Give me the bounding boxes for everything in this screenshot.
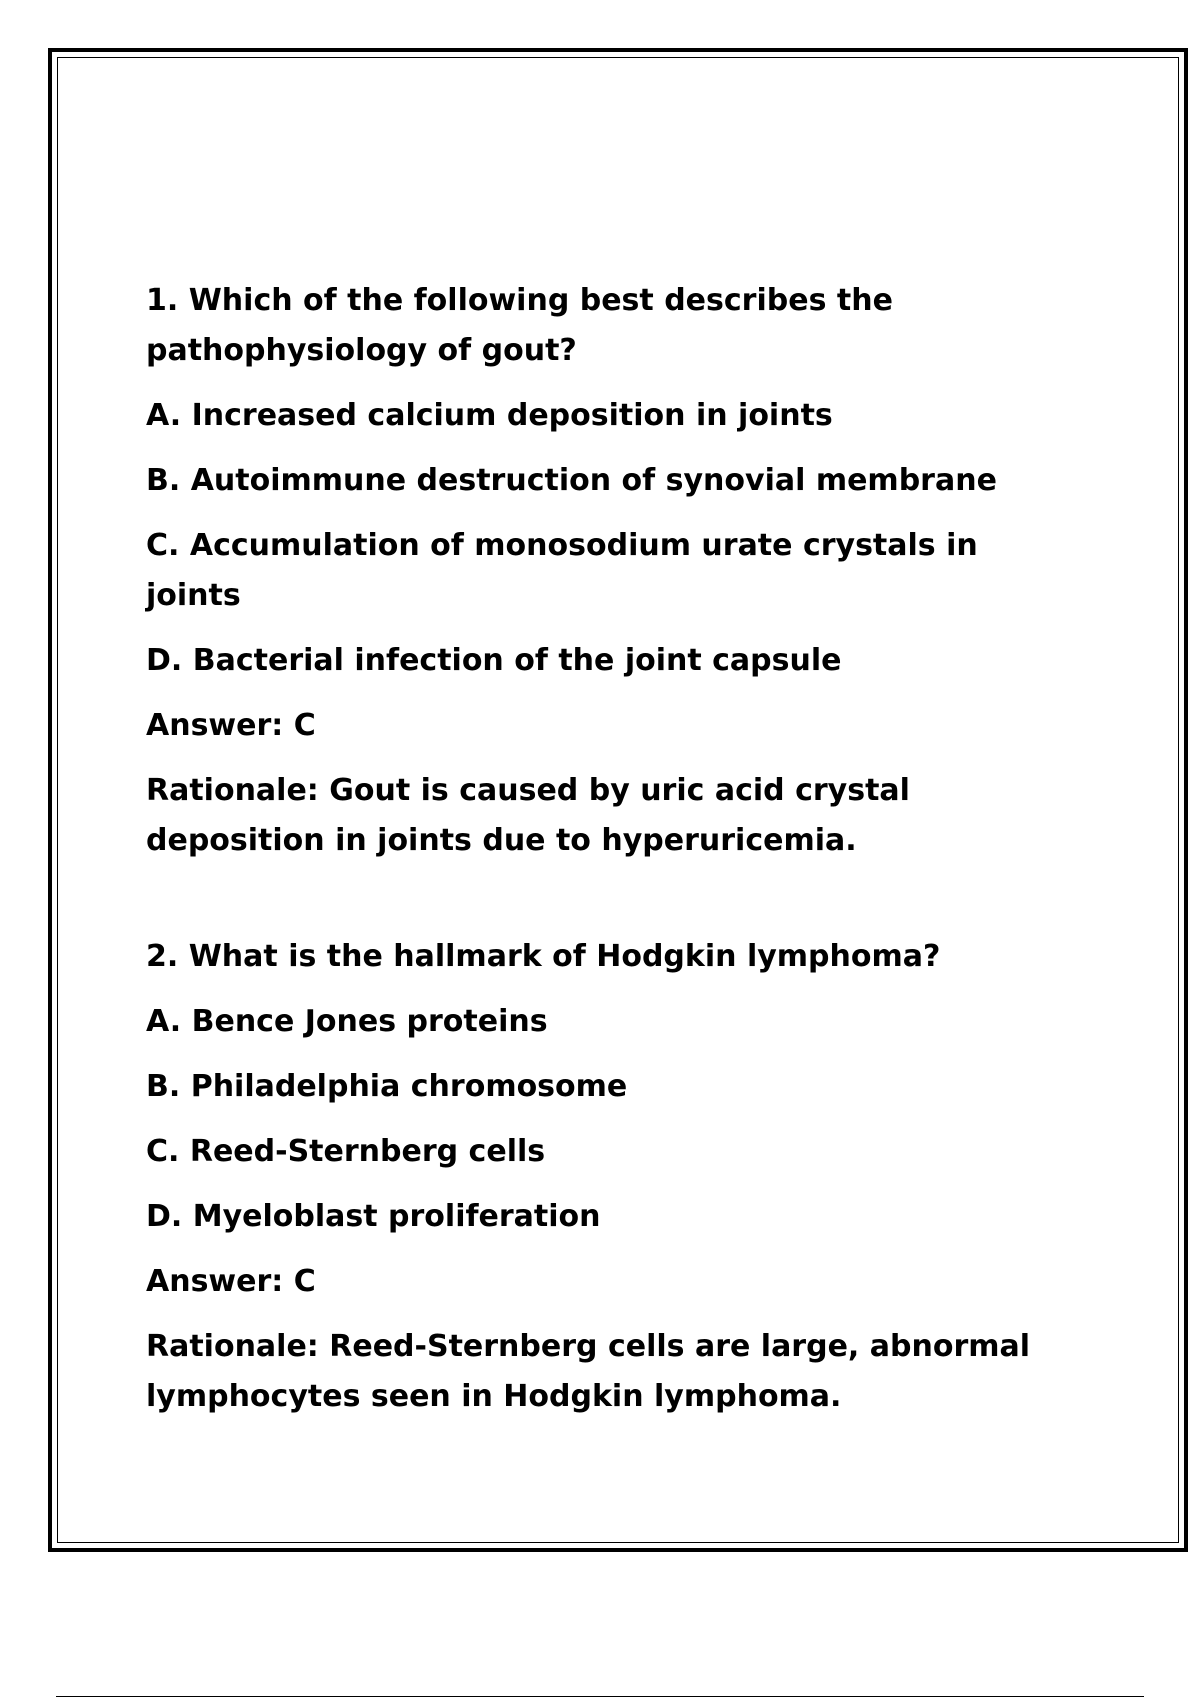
question-1-option-a: A. Increased calcium deposition in joints <box>146 398 833 433</box>
document-content <box>146 276 1086 1422</box>
question-1-option-c-line-1: C. Accumulation of monosodium urate crystals in <box>146 528 978 563</box>
question-2-answer: Answer: C <box>146 1264 316 1299</box>
question-2-option-d: D. Myeloblast proliferation <box>146 1199 601 1234</box>
question-1 <box>146 276 1086 866</box>
question-2-option-a: A. Bence Jones proteins <box>146 1004 548 1039</box>
footer-divider <box>56 1696 1144 1697</box>
question-2-stem: 2. What is the hallmark of Hodgkin lymphoma? <box>146 939 941 974</box>
question-2 <box>146 932 1086 1422</box>
question-1-rationale <box>146 766 1086 866</box>
question-1-option-c-line-2: joints <box>146 578 241 613</box>
question-1-stem <box>146 276 1086 376</box>
question-1-option-c <box>146 521 1086 621</box>
question-1-stem-line-1: 1. Which of the following best describes the <box>146 283 893 318</box>
question-2-option-c: C. Reed-Sternberg cells <box>146 1134 546 1169</box>
question-2-option-b: B. Philadelphia chromosome <box>146 1069 628 1104</box>
question-2-rationale-line-2: lymphocytes seen in Hodgkin lymphoma. <box>146 1379 842 1414</box>
question-1-answer: Answer: C <box>146 708 316 743</box>
question-1-option-b: B. Autoimmune destruction of synovial membrane <box>146 463 997 498</box>
question-2-rationale-line-1: Rationale: Reed-Sternberg cells are large, abnormal <box>146 1329 1031 1364</box>
question-1-stem-line-2: pathophysiology of gout? <box>146 333 577 368</box>
question-2-rationale <box>146 1322 1086 1422</box>
question-1-rationale-line-1: Rationale: Gout is caused by uric acid crystal <box>146 773 910 808</box>
question-1-rationale-line-2: deposition in joints due to hyperuricemia. <box>146 823 857 858</box>
question-1-option-d: D. Bacterial infection of the joint capsule <box>146 643 842 678</box>
